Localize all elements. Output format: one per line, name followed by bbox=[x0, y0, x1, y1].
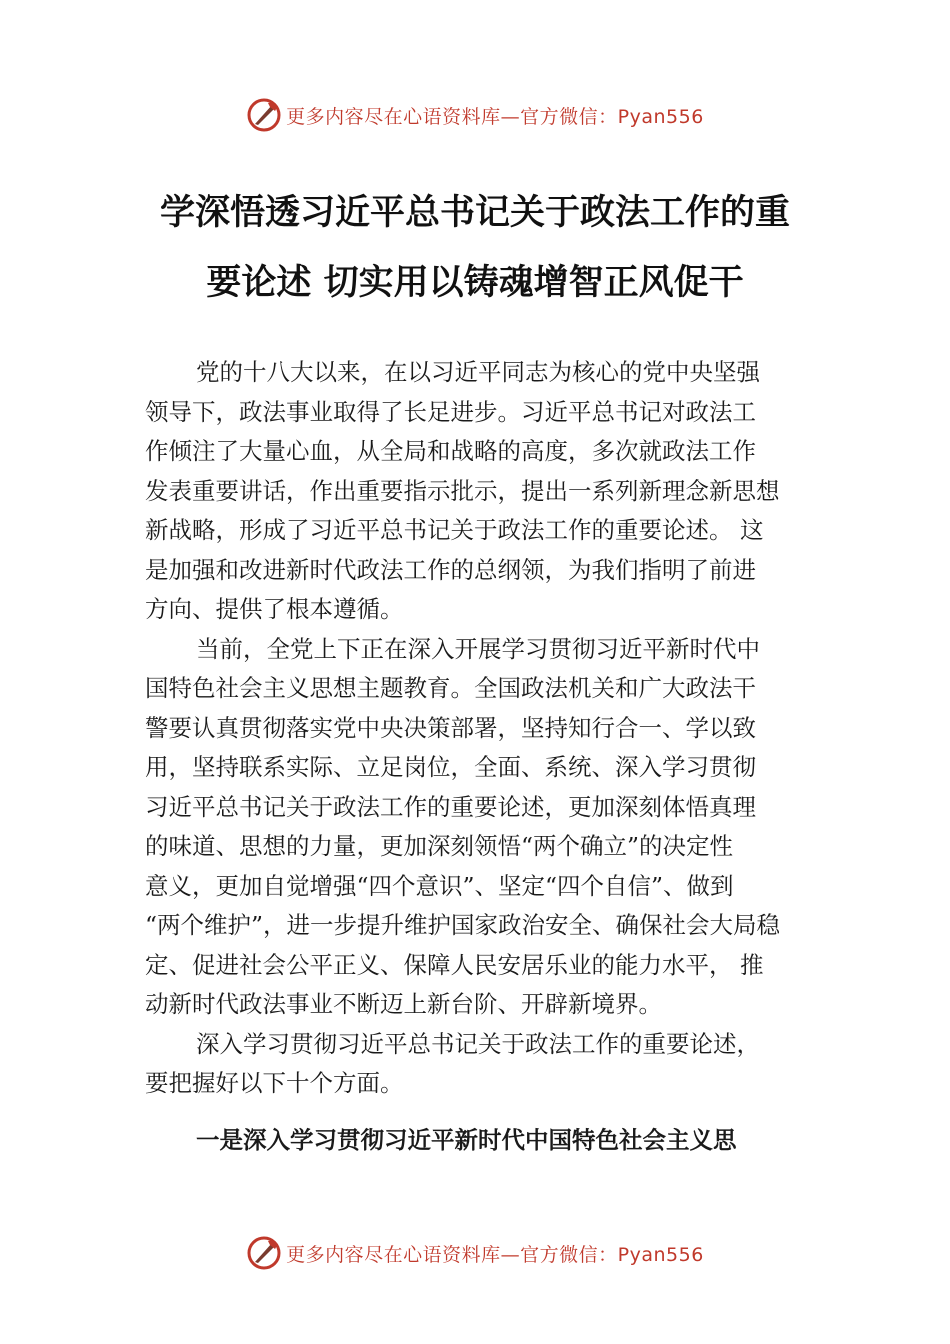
watermark-text: 更多内容尽在心语资料库—官方微信：Pyan556 bbox=[286, 1243, 704, 1266]
footer-watermark-banner bbox=[0, 1233, 950, 1273]
text-line: 警要认真贯彻落实党中央决策部署，坚持知行合一、学以致 bbox=[145, 713, 756, 742]
title-line: 学深悟透习近平总书记关于政法工作的重 bbox=[159, 193, 790, 233]
watermark-text: 更多内容尽在心语资料库—官方微信：Pyan556 bbox=[286, 105, 704, 128]
paragraph bbox=[145, 630, 813, 1025]
text-line: 习近平总书记关于政法工作的重要论述，更加深刻体悟真理 bbox=[145, 792, 756, 821]
document-body bbox=[145, 353, 813, 1104]
header-watermark-banner bbox=[0, 95, 950, 135]
wechat-id: Pyan556 bbox=[617, 1243, 704, 1266]
wechat-id: Pyan556 bbox=[617, 105, 704, 128]
paragraph bbox=[145, 353, 813, 630]
text-line: 发表重要讲话，作出重要指示批示，提出一系列新理念新思想 bbox=[145, 476, 780, 505]
text-line: 党的十八大以来，在以习近平同志为核心的党中央坚强 bbox=[196, 358, 760, 386]
text-line: 用，坚持联系实际、立足岗位，全面、系统、深入学习贯彻 bbox=[145, 753, 756, 781]
text-line: “两个维护”，进一步提升维护国家政治安全、确保社会大局稳 bbox=[145, 911, 781, 939]
text-line: 意义，更加自觉增强“四个意识”、坚定“四个自信”、做到 bbox=[145, 871, 734, 900]
text-line: 要把握好以下十个方面。 bbox=[145, 1069, 404, 1097]
text-line: 新战略，形成了习近平总书记关于政法工作的重要论述。 这 bbox=[145, 516, 764, 544]
title-line: 要论述 切实用以铸魂增智正风促干 bbox=[206, 263, 744, 303]
text-line: 方向、提供了根本遵循。 bbox=[145, 595, 404, 623]
document-title bbox=[140, 178, 810, 318]
quill-logo-icon bbox=[246, 97, 282, 133]
text-line: 国特色社会主义思想主题教育。全国政法机关和广大政法干 bbox=[145, 674, 756, 702]
text-line: 定、促进社会公平正义、保障人民安居乐业的能力水平， 推 bbox=[145, 950, 764, 979]
text-line: 领导下，政法事业取得了长足进步。习近平总书记对政法工 bbox=[145, 397, 756, 426]
text-line: 当前，全党上下正在深入开展学习贯彻习近平新时代中 bbox=[196, 634, 760, 663]
text-line: 动新时代政法事业不断迈上新台阶、开辟新境界。 bbox=[145, 990, 662, 1018]
section-heading: 一是深入学习贯彻习近平新时代中国特色社会主义思 bbox=[196, 1126, 737, 1154]
text-line: 深入学习贯彻习近平总书记关于政法工作的重要论述， bbox=[196, 1029, 760, 1058]
text-line: 作倾注了大量心血，从全局和战略的高度，多次就政法工作 bbox=[145, 437, 756, 465]
text-line: 是加强和改进新时代政法工作的总纲领，为我们指明了前进 bbox=[145, 555, 756, 584]
text-line: 的味道、思想的力量，更加深刻领悟“两个确立”的决定性 bbox=[145, 832, 734, 860]
quill-logo-icon bbox=[246, 1235, 282, 1271]
paragraph bbox=[145, 1025, 813, 1104]
